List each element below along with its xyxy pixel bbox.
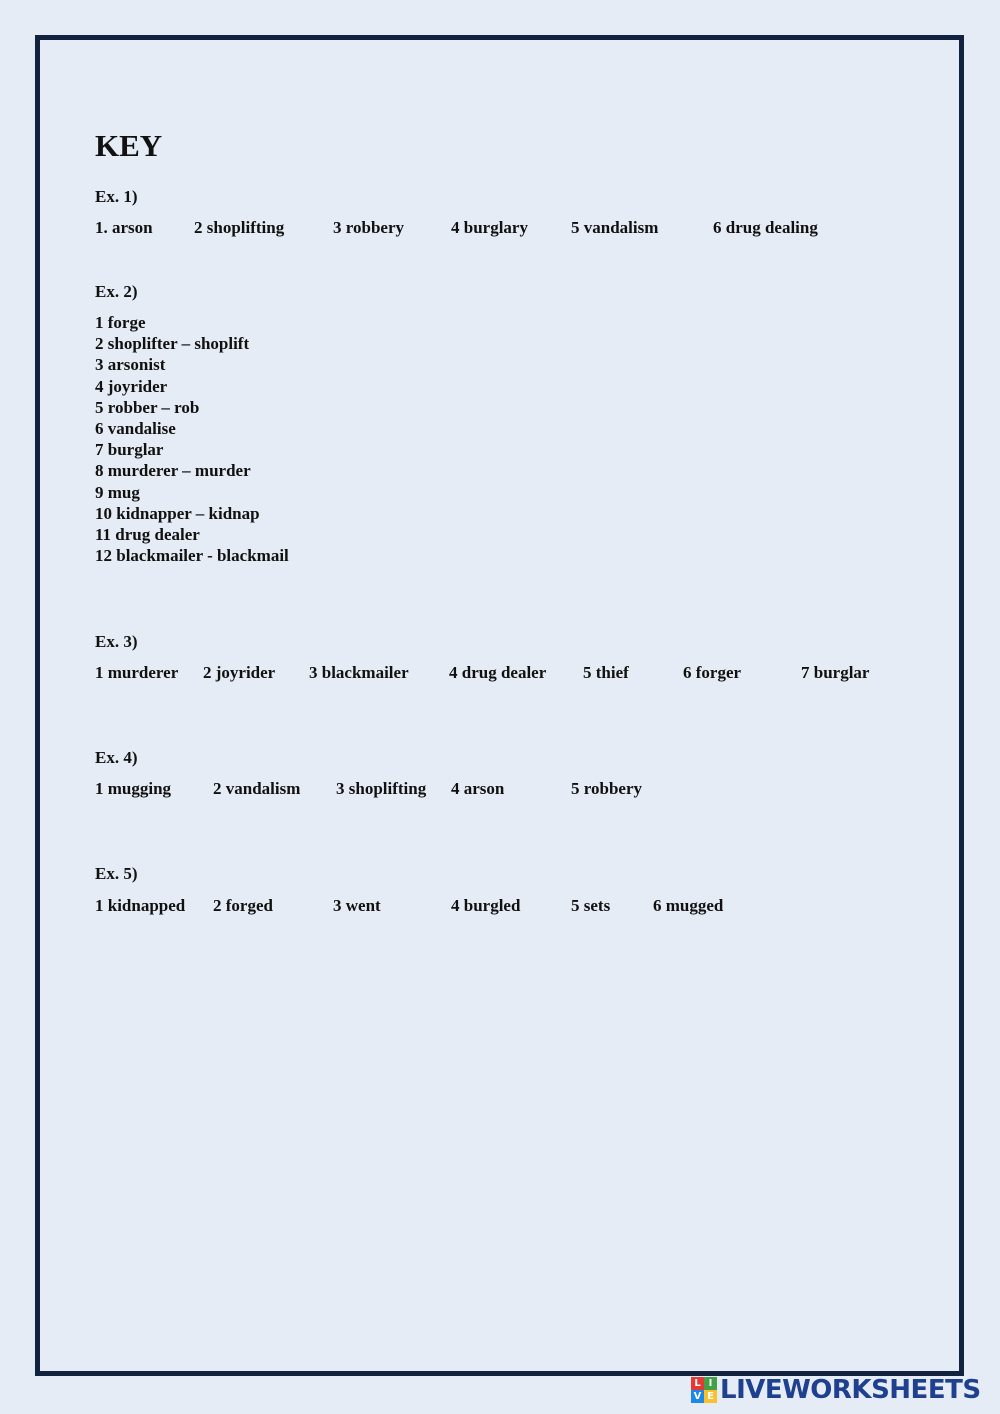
ex4-answer: 3 shoplifting [336,779,427,798]
ex2-heading: Ex. 2) [95,282,138,301]
ex5-answer: 3 went [333,896,381,915]
ex4-heading: Ex. 4) [95,748,138,767]
watermark-text: LIVEWORKSHEETS [720,1375,981,1405]
ex3-answer: 4 drug dealer [449,663,547,682]
ex5-answers [0,896,1000,920]
ex2-answer: 8 murderer – murder [95,461,251,481]
ex2-answer: 11 drug dealer [95,525,200,545]
ex2-answer: 1 forge [95,313,146,332]
ex2-answer: 12 blackmailer - blackmail [95,546,289,566]
ex4-answer: 2 vandalism [213,779,301,798]
ex5-answer: 4 burgled [451,896,521,915]
page-title: KEY [95,128,163,163]
ex3-answer: 2 joyrider [203,663,276,682]
ex1-answer: 5 vandalism [571,218,659,237]
ex3-answer: 6 forger [683,663,742,682]
ex1-answer: 4 burglary [451,218,528,237]
ex1-answer: 1. arson [95,218,153,237]
ex1-answer: 2 shoplifting [194,218,285,237]
ex3-heading: Ex. 3) [95,632,138,651]
ex4-answer: 1 mugging [95,779,172,798]
ex2-answer: 3 arsonist [95,355,166,375]
ex4-answers [0,779,1000,803]
ex1-answer: 3 robbery [333,218,404,237]
ex5-heading: Ex. 5) [95,864,138,883]
ex2-answer: 5 robber – rob [95,397,200,417]
ex1-answer: 6 drug dealing [713,218,818,237]
ex3-answer: 1 murderer [95,663,179,682]
ex5-answer: 2 forged [213,896,273,915]
ex2-answer: 7 burglar [95,440,164,460]
ex2-answer: 4 joyrider [95,376,168,396]
ex1-heading: Ex. 1) [95,187,138,206]
ex2-answer: 2 shoplifter – shoplift [95,334,250,354]
ex4-answer: 5 robbery [571,779,642,798]
ex2-answer: 6 vandalise [95,419,176,439]
ex3-answer: 3 blackmailer [309,663,409,682]
ex5-answer: 1 kidnapped [95,896,186,915]
ex1-answers [0,218,1000,242]
ex2-answer: 10 kidnapper – kidnap [95,503,260,523]
ex5-answer: 5 sets [571,896,611,915]
ex2-answer: 9 mug [95,482,140,502]
ex2-answer-list [95,312,289,566]
liveworksheets-logo-icon: L I V E [691,1377,717,1403]
liveworksheets-watermark [691,1375,981,1405]
ex3-answers [0,663,1000,687]
ex4-answer: 4 arson [451,779,505,798]
ex3-answer: 5 thief [583,663,629,682]
ex3-answer: 7 burglar [801,663,870,682]
ex5-answer: 6 mugged [653,896,724,915]
